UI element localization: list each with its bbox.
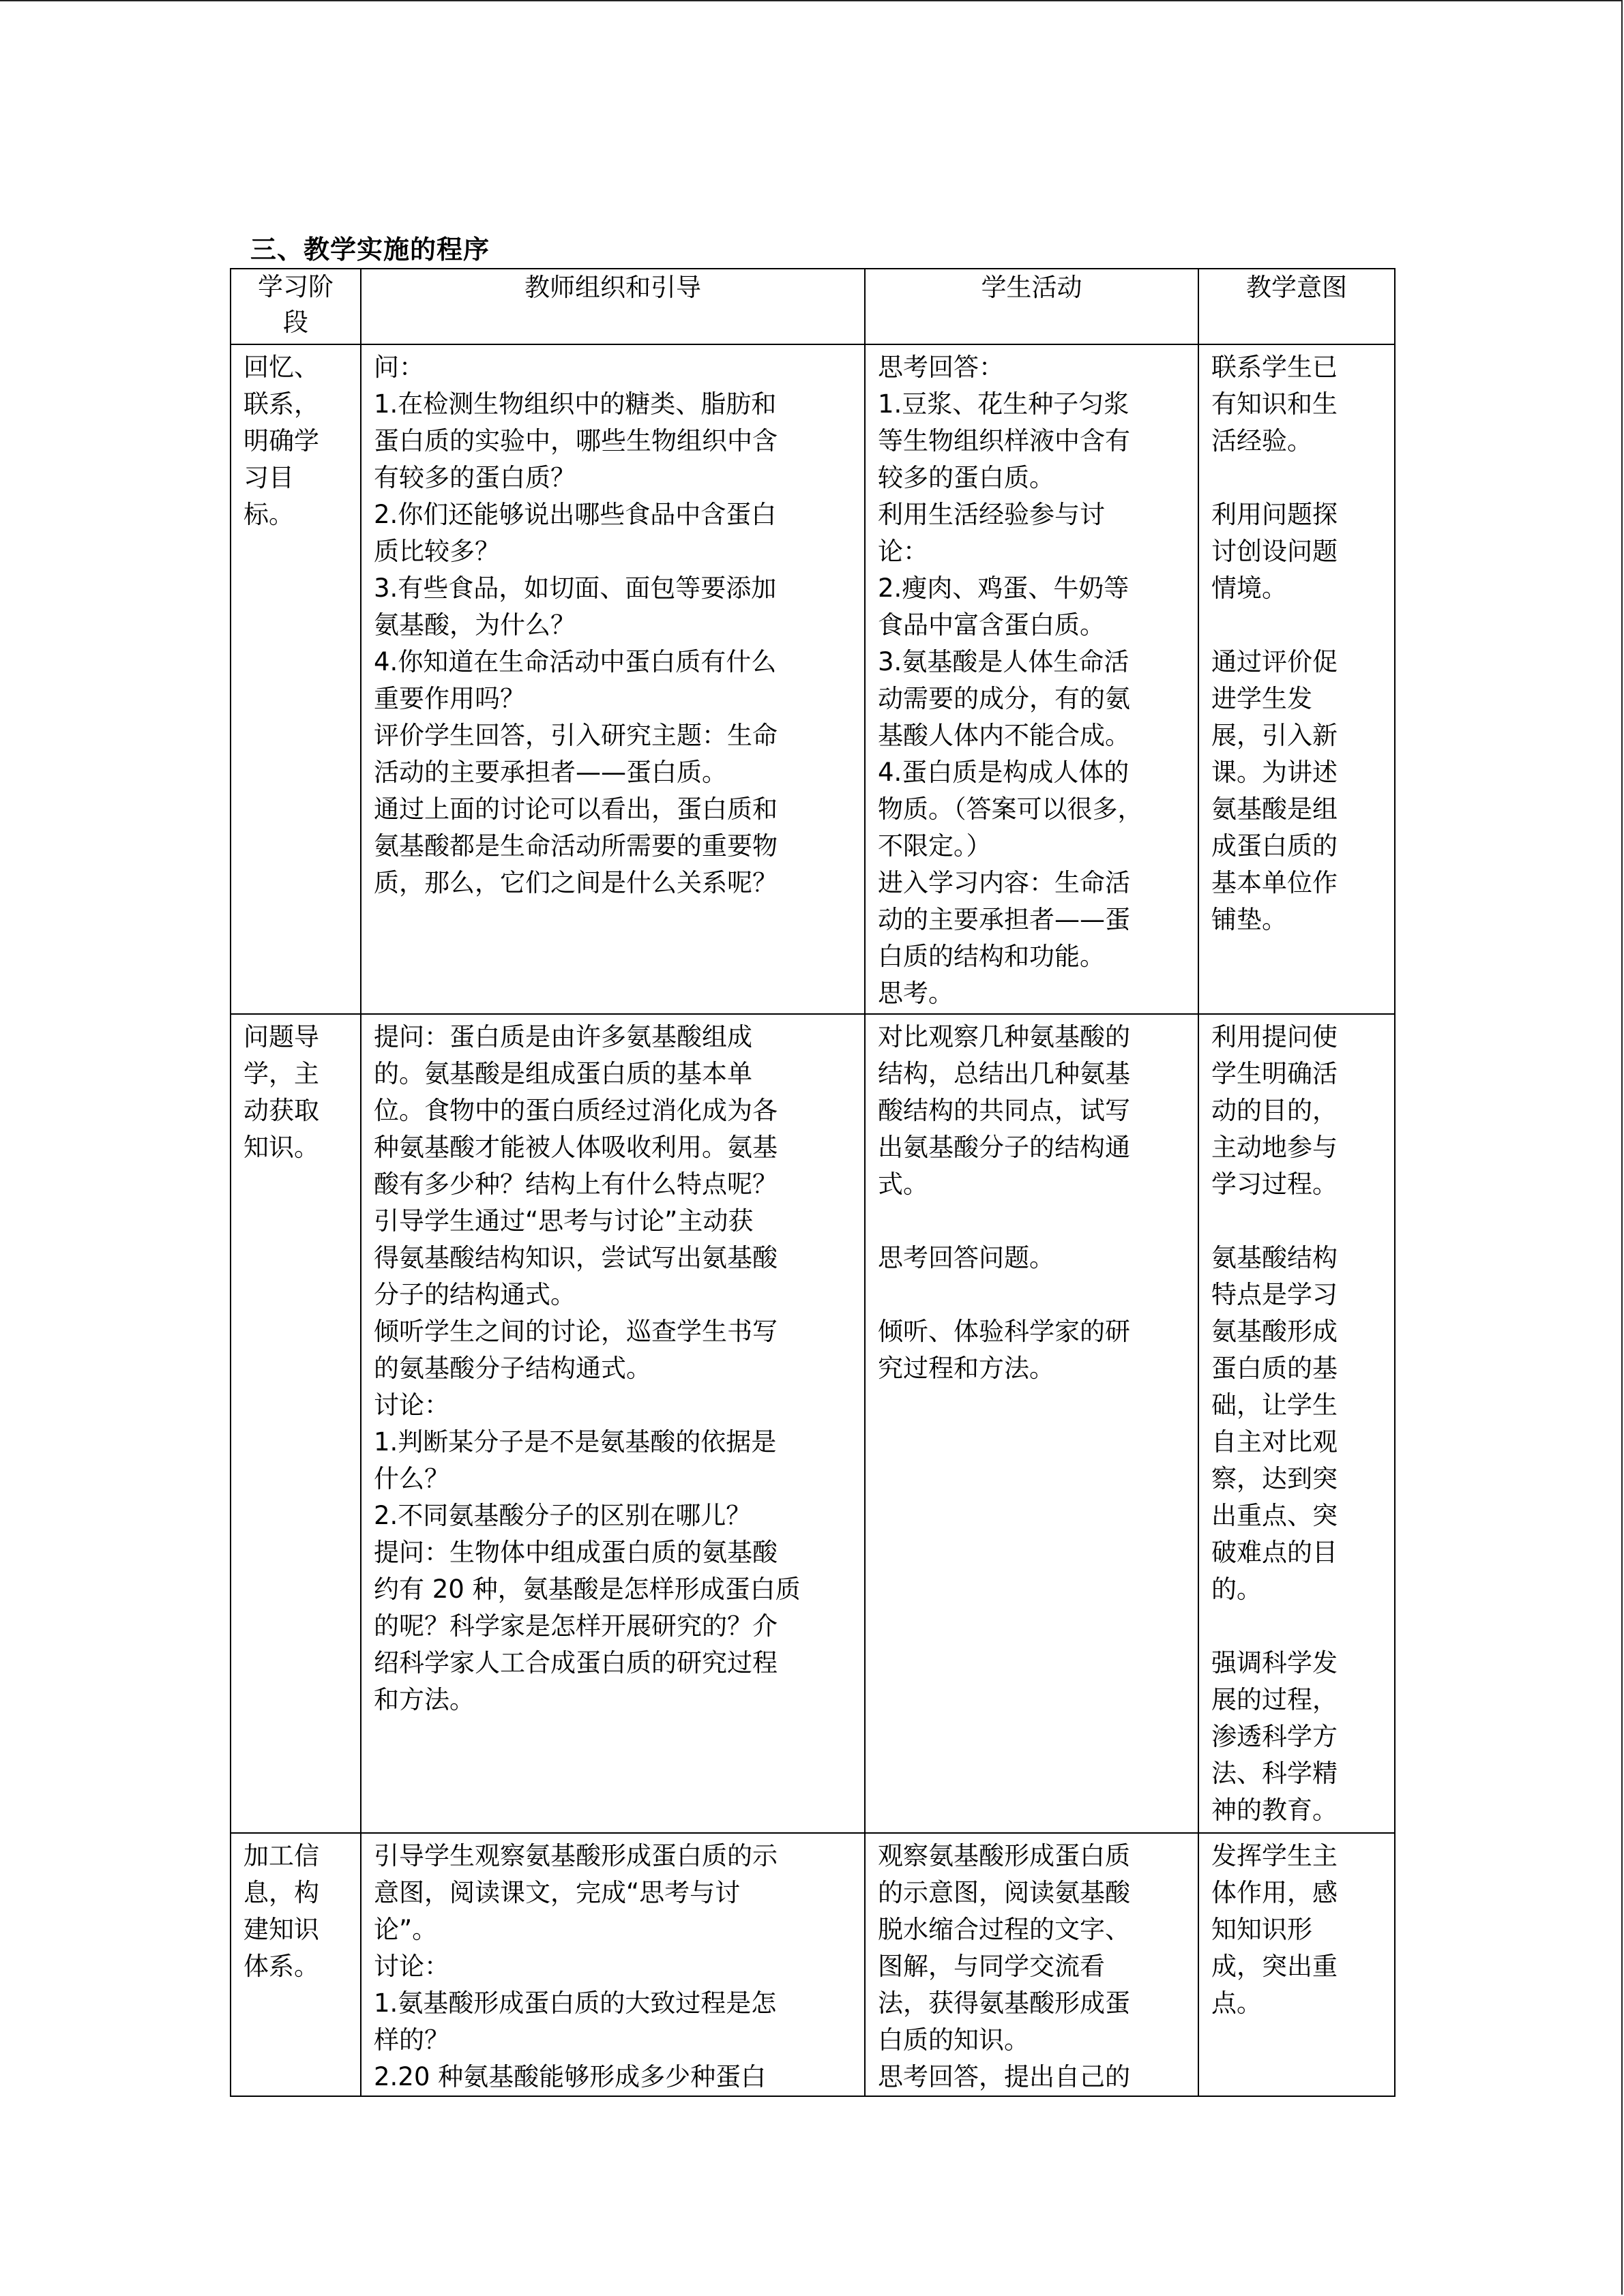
cell-line: 学，主	[243, 1059, 319, 1088]
cell-line: 提问：生物体中组成蛋白质的氨基酸	[374, 1538, 778, 1567]
cell-line: 成，突出重	[1211, 1952, 1338, 1981]
cell-line: 观察氨基酸形成蛋白质	[878, 1841, 1130, 1870]
cell-line: 情境。	[1211, 573, 1287, 603]
cell-line: 讨创设问题	[1211, 537, 1338, 566]
table-row	[231, 1014, 1395, 1833]
cell-line	[1211, 1203, 1382, 1240]
cell-line: 展，引入新	[1211, 721, 1338, 750]
cell-line: 明确学	[243, 426, 319, 456]
cell-line: 白质的知识。	[878, 2025, 1029, 2055]
cell-line: 动需要的成分，有的氨	[878, 684, 1130, 713]
header-teacher: 教师组织和引导	[361, 269, 865, 344]
cell-line: 主动地参与	[1211, 1133, 1338, 1162]
cell-line: 通过评价促	[1211, 647, 1338, 676]
cell-line: 活动的主要承担者——蛋白质。	[374, 758, 727, 787]
cell-line: 问：	[374, 353, 424, 382]
cell-line	[1211, 460, 1382, 496]
cell-line: 展的过程，	[1211, 1685, 1338, 1714]
cell-line: 位。食物中的蛋白质经过消化成为各	[374, 1096, 778, 1125]
cell-line: 有知识和生	[1211, 389, 1338, 419]
cell-line: 什么？	[374, 1464, 449, 1493]
cell-intent	[1198, 1833, 1395, 2096]
cell-line: 脱水缩合过程的文字、	[878, 1915, 1130, 1944]
cell-line: 回忆、	[243, 353, 319, 382]
cell-line: 标。	[243, 500, 294, 529]
cell-line: 动获取	[243, 1096, 319, 1125]
cell-line: 活经验。	[1211, 426, 1312, 456]
cell-line: 特点是学习	[1211, 1280, 1338, 1309]
cell-line: 通过上面的讨论可以看出，蛋白质和	[374, 794, 778, 824]
cell-line: 成蛋白质的	[1211, 831, 1338, 861]
cell-line: 1.氨基酸形成蛋白质的大致过程是怎	[374, 1988, 777, 2018]
cell-line: 的氨基酸分子结构通式。	[374, 1354, 651, 1383]
table-row	[231, 1833, 1395, 2096]
cell-line: 物质。（答案可以很多，	[878, 794, 1143, 824]
cell-line: 息，构	[243, 1878, 319, 1907]
cell-line: 的示意图，阅读氨基酸	[878, 1878, 1130, 1907]
cell-line: 自主对比观	[1211, 1427, 1338, 1457]
cell-line: 图解，与同学交流看	[878, 1952, 1105, 1981]
cell-line: 约有 20 种，氨基酸是怎样形成蛋白质	[374, 1575, 801, 1604]
cell-line: 神的教育。	[1211, 1795, 1338, 1825]
cell-line: 加工信	[243, 1841, 319, 1870]
cell-line: 2.你们还能够说出哪些食品中含蛋白	[374, 500, 777, 529]
cell-line: 有较多的蛋白质？	[374, 463, 576, 492]
cell-line: 质比较多？	[374, 537, 500, 566]
cell-line: 联系学生已	[1211, 353, 1338, 382]
cell-line: 3.氨基酸是人体生命活	[878, 647, 1130, 676]
cell-line: 出氨基酸分子的结构通	[878, 1133, 1130, 1162]
cell-student	[865, 1014, 1198, 1833]
cell-line: 2.20 种氨基酸能够形成多少种蛋白	[374, 2062, 767, 2091]
cell-line: 酸结构的共同点，试写	[878, 1096, 1130, 1125]
cell-line: 酸有多少种？结构上有什么特点呢？	[374, 1169, 778, 1199]
cell-line: 质，那么，它们之间是什么关系呢？	[374, 868, 778, 897]
cell-line: 的呢？科学家是怎样开展研究的？介	[374, 1611, 778, 1641]
cell-line	[1211, 1608, 1382, 1645]
cell-line: 蛋白质的基	[1211, 1354, 1338, 1383]
header-stage-line: 学习阶	[258, 272, 334, 301]
header-stage-line: 段	[283, 308, 308, 337]
cell-line: 学习过程。	[1211, 1169, 1338, 1199]
cell-line: 引导学生观察氨基酸形成蛋白质的示	[374, 1841, 778, 1870]
cell-line: 4.你知道在生命活动中蛋白质有什么	[374, 647, 777, 676]
cell-line: 意图，阅读课文，完成“思考与讨	[374, 1878, 741, 1907]
header-student: 学生活动	[865, 269, 1198, 344]
section-title: 三、教学实施的程序	[250, 235, 490, 265]
cell-line: 体系。	[243, 1952, 319, 1981]
cell-line: 联系，	[243, 389, 319, 419]
cell-line: 1.判断某分子是不是氨基酸的依据是	[374, 1427, 777, 1457]
cell-line: 基本单位作	[1211, 868, 1338, 897]
cell-line	[878, 1277, 1185, 1313]
cell-line: 强调科学发	[1211, 1648, 1338, 1678]
cell-line: 的。氨基酸是组成蛋白质的基本单	[374, 1059, 752, 1088]
cell-line: 白质的结构和功能。	[878, 942, 1105, 971]
cell-line: 倾听、体验科学家的研	[878, 1317, 1130, 1346]
cell-line: 建知识	[243, 1915, 319, 1944]
cell-line: 不限定。）	[878, 831, 992, 861]
cell-line: 蛋白质的实验中，哪些生物组织中含	[374, 426, 778, 456]
cell-stage	[231, 1833, 361, 2096]
cell-line: 氨基酸，为什么？	[374, 610, 576, 640]
cell-line: 知知识形	[1211, 1915, 1312, 1944]
cell-line: 铺垫。	[1211, 905, 1287, 934]
header-stage	[231, 269, 361, 344]
cell-line: 发挥学生主	[1211, 1841, 1338, 1870]
cell-line: 氨基酸结构	[1211, 1243, 1338, 1272]
cell-line: 2.瘦肉、鸡蛋、牛奶等	[878, 573, 1130, 603]
cell-line: 2.不同氨基酸分子的区别在哪儿？	[374, 1501, 752, 1530]
cell-line: 较多的蛋白质。	[878, 463, 1054, 492]
cell-line: 种氨基酸才能被人体吸收利用。氨基	[374, 1133, 778, 1162]
cell-line: 思考。	[878, 979, 954, 1008]
cell-line: 思考回答，提出自己的	[878, 2062, 1130, 2091]
cell-line: 式。	[878, 1169, 928, 1199]
cell-line: 得氨基酸结构知识，尝试写出氨基酸	[374, 1243, 778, 1272]
cell-line: 重要作用吗？	[374, 684, 525, 713]
cell-line: 利用问题探	[1211, 500, 1338, 529]
cell-line: 的。	[1211, 1575, 1262, 1604]
cell-line: 绍科学家人工合成蛋白质的研究过程	[374, 1648, 778, 1678]
cell-line: 点。	[1211, 1988, 1262, 2018]
cell-line	[1211, 607, 1382, 644]
cell-line: 思考回答：	[878, 353, 1004, 382]
cell-line: 食品中富含蛋白质。	[878, 610, 1105, 640]
cell-line: 分子的结构通式。	[374, 1280, 576, 1309]
cell-line: 评价学生回答，引入研究主题：生命	[374, 721, 778, 750]
cell-stage	[231, 344, 361, 1014]
cell-stage	[231, 1014, 361, 1833]
cell-line: 等生物组织样液中含有	[878, 426, 1130, 456]
cell-line: 察，达到突	[1211, 1464, 1338, 1493]
cell-line: 利用生活经验参与讨	[878, 500, 1105, 529]
cell-line: 利用提问使	[1211, 1022, 1338, 1052]
cell-line: 知识。	[243, 1133, 319, 1162]
procedure-table	[230, 268, 1396, 2097]
table-row	[231, 344, 1395, 1014]
cell-line: 动的目的，	[1211, 1096, 1338, 1125]
cell-line: 习目	[243, 463, 294, 492]
cell-line: 出重点、突	[1211, 1501, 1338, 1530]
cell-line: 础，让学生	[1211, 1390, 1338, 1420]
cell-teacher	[361, 1833, 865, 2096]
cell-line: 1.豆浆、花生种子匀浆	[878, 389, 1130, 419]
cell-line: 4.蛋白质是构成人体的	[878, 758, 1130, 787]
cell-line: 提问：蛋白质是由许多氨基酸组成	[374, 1022, 752, 1052]
cell-line: 课。为讲述	[1211, 758, 1338, 787]
cell-line: 倾听学生之间的讨论，巡查学生书写	[374, 1317, 778, 1346]
cell-intent	[1198, 1014, 1395, 1833]
cell-line: 渗透科学方	[1211, 1722, 1338, 1751]
cell-line: 结构，总结出几种氨基	[878, 1059, 1130, 1088]
cell-line: 思考回答问题。	[878, 1243, 1054, 1272]
cell-student	[865, 344, 1198, 1014]
cell-line: 法、科学精	[1211, 1759, 1338, 1788]
cell-line: 论”。	[374, 1915, 438, 1944]
cell-line: 学生明确活	[1211, 1059, 1338, 1088]
cell-line	[878, 1203, 1185, 1240]
table-header-row	[231, 269, 1395, 344]
cell-student	[865, 1833, 1198, 2096]
cell-line: 进入学习内容：生命活	[878, 868, 1130, 897]
cell-line: 引导学生通过“思考与讨论”主动获	[374, 1206, 754, 1236]
cell-line: 讨论：	[374, 1390, 449, 1420]
cell-line: 基酸人体内不能合成。	[878, 721, 1130, 750]
cell-line: 氨基酸都是生命活动所需要的重要物	[374, 831, 778, 861]
cell-line: 破难点的目	[1211, 1538, 1338, 1567]
cell-line: 动的主要承担者——蛋	[878, 905, 1130, 934]
cell-teacher	[361, 1014, 865, 1833]
cell-line: 样的？	[374, 2025, 449, 2055]
cell-teacher	[361, 344, 865, 1014]
cell-line: 法，获得氨基酸形成蛋	[878, 1988, 1130, 2018]
cell-line: 进学生发	[1211, 684, 1312, 713]
cell-line: 1.在检测生物组织中的糖类、脂肪和	[374, 389, 777, 419]
cell-line: 究过程和方法。	[878, 1354, 1054, 1383]
cell-line: 体作用，感	[1211, 1878, 1338, 1907]
cell-intent	[1198, 344, 1395, 1014]
cell-line: 和方法。	[374, 1685, 475, 1714]
cell-line: 对比观察几种氨基酸的	[878, 1022, 1130, 1052]
header-intent: 教学意图	[1198, 269, 1395, 344]
cell-line: 论：	[878, 537, 928, 566]
cell-line: 3.有些食品，如切面、面包等要添加	[374, 573, 777, 603]
cell-line: 氨基酸是组	[1211, 794, 1338, 824]
cell-line: 讨论：	[374, 1952, 449, 1981]
cell-line: 氨基酸形成	[1211, 1317, 1338, 1346]
cell-line: 问题导	[243, 1022, 319, 1052]
